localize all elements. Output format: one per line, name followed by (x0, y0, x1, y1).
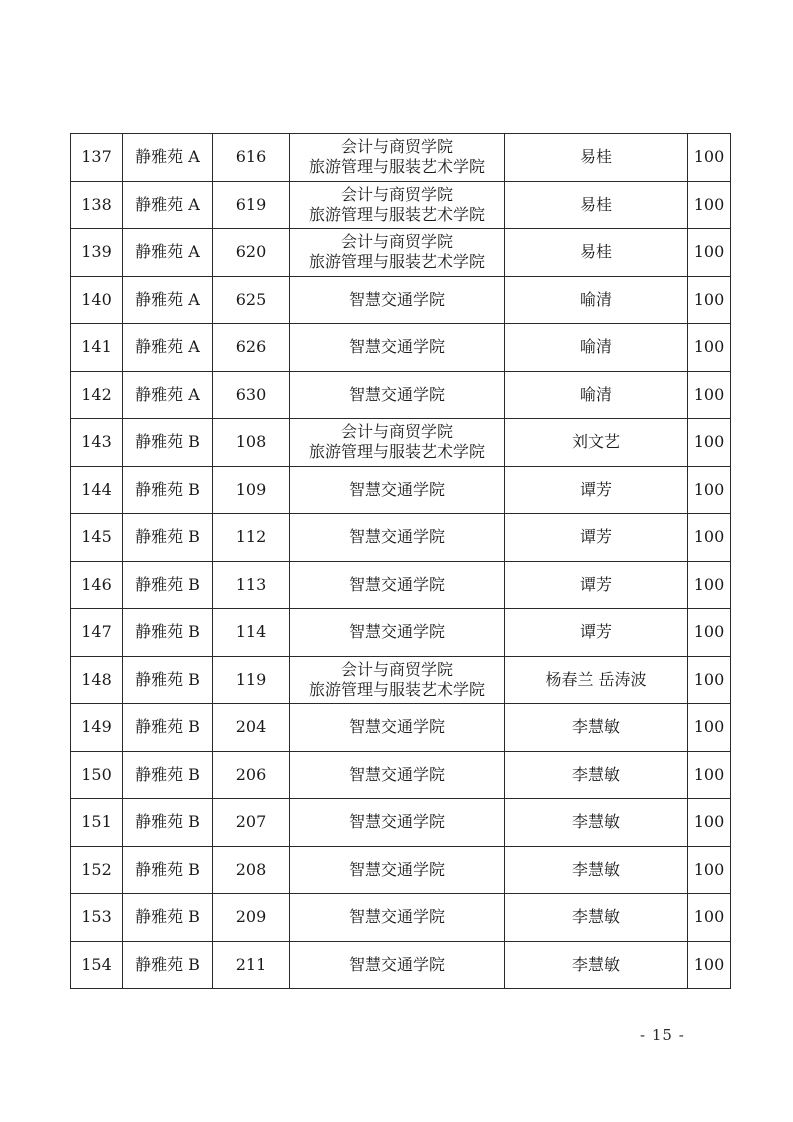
college-name: 智慧交通学院 (348, 954, 445, 974)
score-cell: 100 (688, 134, 731, 182)
building-cell: 静雅苑 B (123, 656, 213, 704)
room-number-cell: 108 (213, 419, 290, 467)
college-cell (290, 609, 505, 657)
score-cell: 100 (688, 514, 731, 562)
building-cell: 静雅苑 B (123, 799, 213, 847)
score-cell: 100 (688, 704, 731, 752)
college-name: 智慧交通学院 (348, 907, 445, 927)
room-number-cell: 620 (213, 229, 290, 277)
college-name: 会计与商贸学院 (340, 184, 453, 204)
responsible-person-cell: 喻清 (505, 371, 688, 419)
table-row (71, 276, 731, 324)
college-name: 会计与商贸学院 (340, 232, 453, 252)
responsible-person-cell: 李慧敏 (505, 751, 688, 799)
responsible-person-cell: 李慧敏 (505, 799, 688, 847)
score-cell: 100 (688, 799, 731, 847)
college-name: 会计与商贸学院 (340, 137, 453, 157)
room-number-cell: 119 (213, 656, 290, 704)
table-row (71, 324, 731, 372)
row-number-cell: 137 (71, 134, 123, 182)
building-cell: 静雅苑 B (123, 941, 213, 989)
responsible-person-cell: 易桂 (505, 229, 688, 277)
score-cell: 100 (688, 656, 731, 704)
score-cell: 100 (688, 324, 731, 372)
college-cell (290, 371, 505, 419)
row-number-cell: 141 (71, 324, 123, 372)
building-cell: 静雅苑 A (123, 134, 213, 182)
row-number-cell: 149 (71, 704, 123, 752)
row-number-cell: 145 (71, 514, 123, 562)
row-number-cell: 143 (71, 419, 123, 467)
row-number-cell: 153 (71, 894, 123, 942)
responsible-person-cell: 李慧敏 (505, 846, 688, 894)
room-number-cell: 630 (213, 371, 290, 419)
room-number-cell: 209 (213, 894, 290, 942)
responsible-person-cell: 谭芳 (505, 561, 688, 609)
table-row (71, 229, 731, 277)
building-cell: 静雅苑 B (123, 846, 213, 894)
room-number-cell: 208 (213, 846, 290, 894)
building-cell: 静雅苑 A (123, 371, 213, 419)
row-number-cell: 152 (71, 846, 123, 894)
dormitory-score-table (70, 133, 731, 989)
building-cell: 静雅苑 B (123, 561, 213, 609)
score-cell: 100 (688, 276, 731, 324)
building-cell: 静雅苑 B (123, 609, 213, 657)
row-number-cell: 148 (71, 656, 123, 704)
row-number-cell: 154 (71, 941, 123, 989)
row-number-cell: 151 (71, 799, 123, 847)
responsible-person-cell: 刘文艺 (505, 419, 688, 467)
responsible-person-cell: 喻清 (505, 324, 688, 372)
responsible-person-cell: 谭芳 (505, 466, 688, 514)
college-cell (290, 324, 505, 372)
row-number-cell: 139 (71, 229, 123, 277)
building-cell: 静雅苑 A (123, 276, 213, 324)
college-name: 智慧交通学院 (348, 337, 445, 357)
room-number-cell: 625 (213, 276, 290, 324)
table-row (71, 181, 731, 229)
college-cell (290, 846, 505, 894)
building-cell: 静雅苑 A (123, 229, 213, 277)
college-name: 旅游管理与服装艺术学院 (308, 204, 485, 224)
row-number-cell: 150 (71, 751, 123, 799)
room-number-cell: 114 (213, 609, 290, 657)
college-cell (290, 229, 505, 277)
college-cell (290, 514, 505, 562)
building-cell: 静雅苑 B (123, 419, 213, 467)
college-name: 会计与商贸学院 (340, 422, 453, 442)
college-cell (290, 419, 505, 467)
table-row (71, 466, 731, 514)
row-number-cell: 147 (71, 609, 123, 657)
college-name: 智慧交通学院 (348, 717, 445, 737)
college-cell (290, 894, 505, 942)
college-name: 智慧交通学院 (348, 289, 445, 309)
college-cell (290, 751, 505, 799)
responsible-person-cell: 李慧敏 (505, 894, 688, 942)
college-name: 智慧交通学院 (348, 859, 445, 879)
row-number-cell: 138 (71, 181, 123, 229)
responsible-person-cell: 谭芳 (505, 609, 688, 657)
college-cell (290, 704, 505, 752)
score-cell: 100 (688, 229, 731, 277)
college-name: 旅游管理与服装艺术学院 (308, 157, 485, 177)
college-name: 旅游管理与服装艺术学院 (308, 442, 485, 462)
building-cell: 静雅苑 B (123, 514, 213, 562)
room-number-cell: 616 (213, 134, 290, 182)
score-cell: 100 (688, 609, 731, 657)
page-number: - 15 - (640, 1026, 685, 1044)
room-number-cell: 109 (213, 466, 290, 514)
college-cell (290, 466, 505, 514)
college-name: 智慧交通学院 (348, 622, 445, 642)
college-name: 会计与商贸学院 (340, 659, 453, 679)
college-cell (290, 276, 505, 324)
score-cell: 100 (688, 371, 731, 419)
college-name: 智慧交通学院 (348, 527, 445, 547)
responsible-person-cell: 李慧敏 (505, 704, 688, 752)
college-name: 智慧交通学院 (348, 574, 445, 594)
college-name: 旅游管理与服装艺术学院 (308, 252, 485, 272)
college-name: 智慧交通学院 (348, 764, 445, 784)
college-name: 旅游管理与服装艺术学院 (308, 679, 485, 699)
college-name: 智慧交通学院 (348, 384, 445, 404)
college-cell (290, 561, 505, 609)
table-row (71, 514, 731, 562)
table-row (71, 656, 731, 704)
room-number-cell: 204 (213, 704, 290, 752)
college-name: 智慧交通学院 (348, 479, 445, 499)
college-cell (290, 181, 505, 229)
score-cell: 100 (688, 419, 731, 467)
building-cell: 静雅苑 B (123, 704, 213, 752)
score-cell: 100 (688, 751, 731, 799)
college-cell (290, 799, 505, 847)
table-row (71, 846, 731, 894)
row-number-cell: 140 (71, 276, 123, 324)
building-cell: 静雅苑 B (123, 751, 213, 799)
room-number-cell: 207 (213, 799, 290, 847)
college-cell (290, 134, 505, 182)
responsible-person-cell: 谭芳 (505, 514, 688, 562)
row-number-cell: 144 (71, 466, 123, 514)
room-number-cell: 206 (213, 751, 290, 799)
room-number-cell: 619 (213, 181, 290, 229)
responsible-person-cell: 易桂 (505, 134, 688, 182)
table-row (71, 371, 731, 419)
table-body (71, 134, 731, 989)
table-row (71, 704, 731, 752)
score-cell: 100 (688, 181, 731, 229)
table-row (71, 941, 731, 989)
room-number-cell: 626 (213, 324, 290, 372)
room-number-cell: 113 (213, 561, 290, 609)
building-cell: 静雅苑 A (123, 324, 213, 372)
table-row (71, 134, 731, 182)
score-cell: 100 (688, 561, 731, 609)
table-row (71, 751, 731, 799)
college-cell (290, 656, 505, 704)
score-cell: 100 (688, 846, 731, 894)
building-cell: 静雅苑 B (123, 466, 213, 514)
room-number-cell: 112 (213, 514, 290, 562)
college-name: 智慧交通学院 (348, 812, 445, 832)
responsible-person-cell: 杨春兰 岳涛波 (505, 656, 688, 704)
college-cell (290, 941, 505, 989)
responsible-person-cell: 易桂 (505, 181, 688, 229)
table-row (71, 799, 731, 847)
responsible-person-cell: 李慧敏 (505, 941, 688, 989)
score-cell: 100 (688, 894, 731, 942)
table-row (71, 609, 731, 657)
row-number-cell: 146 (71, 561, 123, 609)
building-cell: 静雅苑 B (123, 894, 213, 942)
room-number-cell: 211 (213, 941, 290, 989)
score-cell: 100 (688, 941, 731, 989)
score-cell: 100 (688, 466, 731, 514)
building-cell: 静雅苑 A (123, 181, 213, 229)
table-row (71, 419, 731, 467)
table-row (71, 894, 731, 942)
row-number-cell: 142 (71, 371, 123, 419)
table-row (71, 561, 731, 609)
responsible-person-cell: 喻清 (505, 276, 688, 324)
